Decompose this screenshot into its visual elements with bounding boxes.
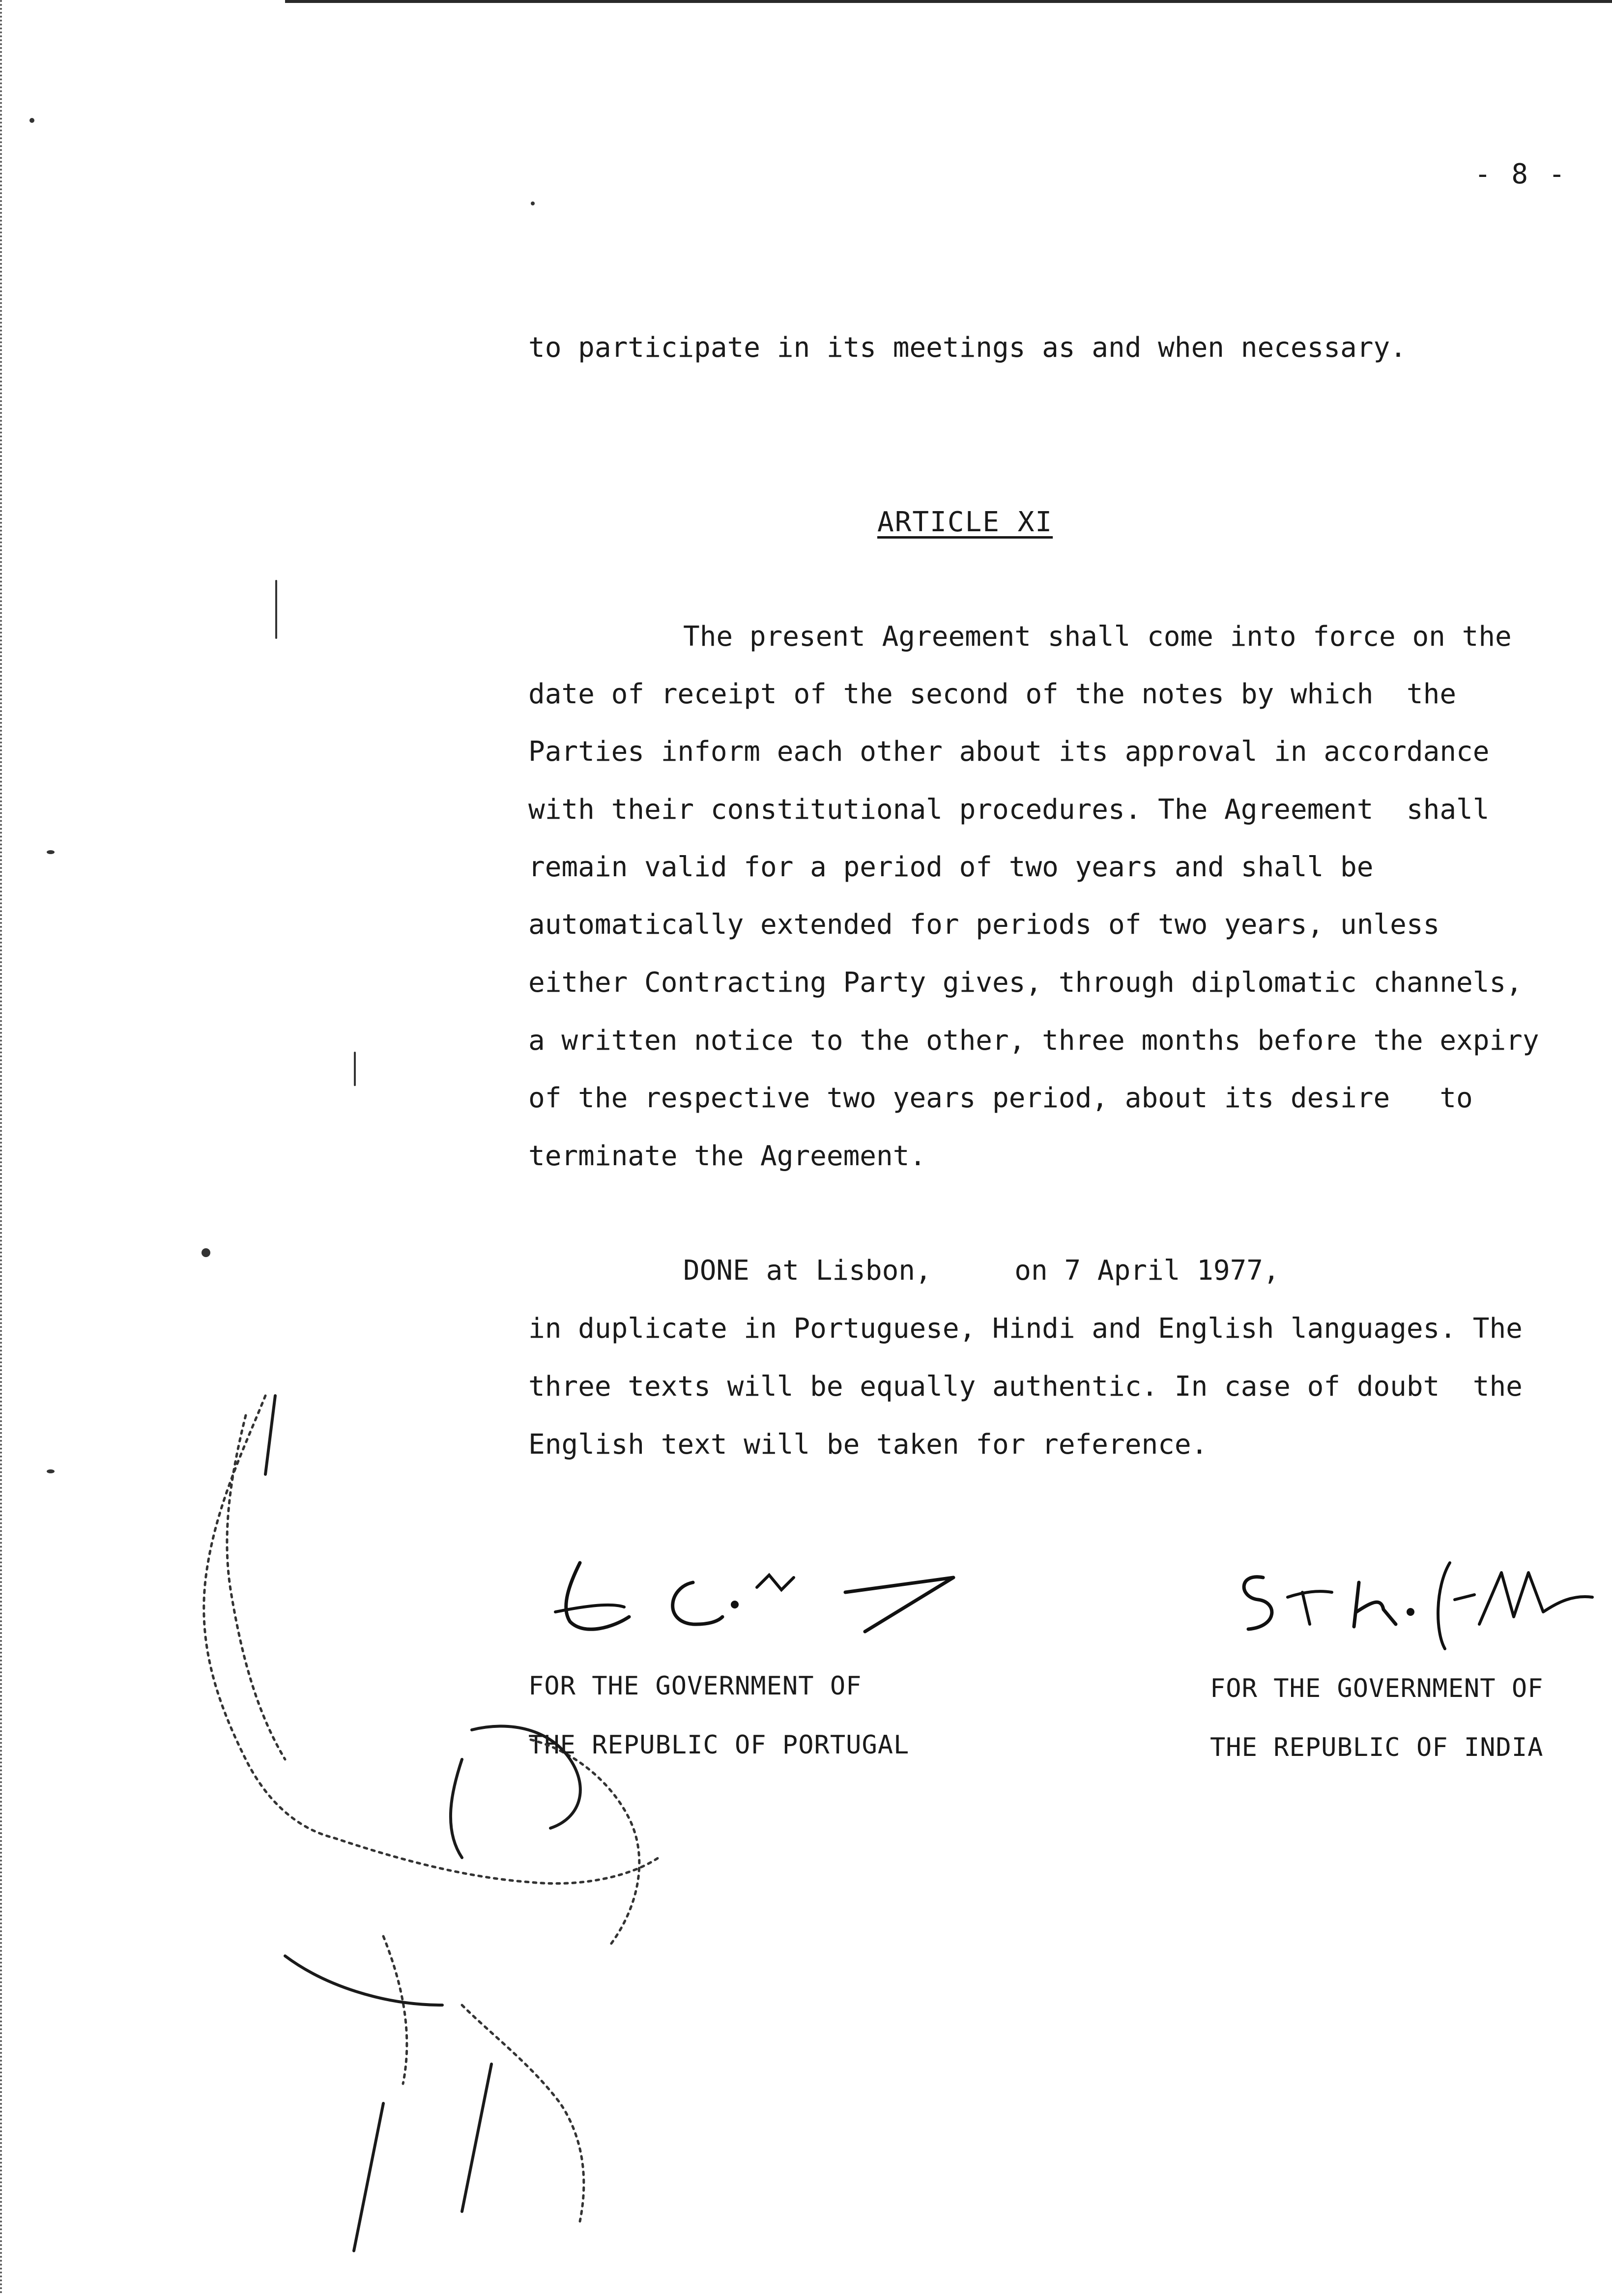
article-heading: ARTICLE XI — [877, 506, 1053, 538]
embossed-seal — [187, 1386, 924, 2270]
article-line-1: The present Agreement shall come into force on the — [683, 621, 1512, 653]
done-line-2: in duplicate in Portuguese, Hindi and English languages. The — [528, 1313, 1523, 1345]
scan-speck — [531, 201, 535, 205]
india-signatory-line-2: THE REPUBLIC OF INDIA — [1210, 1733, 1544, 1762]
top-border-line — [285, 0, 1612, 8]
done-line-4: English text will be taken for reference. — [528, 1429, 1208, 1461]
article-line-6: automatically extended for periods of two years, unless — [528, 909, 1440, 941]
article-line-10: terminate the Agreement. — [528, 1140, 926, 1172]
article-line-5: remain valid for a period of two years and shall be — [528, 851, 1374, 883]
article-line-3: Parties inform each other about its approval in accordance — [528, 736, 1490, 768]
portugal-signatory-line-1: FOR THE GOVERNMENT OF — [528, 1671, 862, 1701]
article-line-2: date of receipt of the second of the notes by which the — [528, 678, 1457, 710]
scan-speck — [47, 850, 55, 854]
page-number: - 8 - — [1474, 158, 1567, 190]
scan-speck — [202, 1248, 210, 1257]
scan-speck — [275, 580, 277, 639]
article-line-4: with their constitutional procedures. The Agreement shall — [528, 794, 1490, 826]
scan-speck — [29, 118, 34, 123]
article-line-8: a written notice to the other, three months before the expiry — [528, 1025, 1539, 1057]
india-signature — [1219, 1543, 1612, 1651]
scan-speck — [47, 1469, 55, 1473]
portugal-signatory-line-2: THE REPUBLIC OF PORTUGAL — [528, 1730, 910, 1760]
continuation-line: to participate in its meetings as and when necessary. — [528, 332, 1407, 364]
done-line-1: DONE at Lisbon, on 7 April 1977, — [683, 1255, 1280, 1287]
article-line-9: of the respective two years period, about its desire to — [528, 1082, 1473, 1114]
article-line-7: either Contracting Party gives, through diplomatic channels, — [528, 967, 1523, 999]
scan-speck — [354, 1052, 356, 1086]
done-line-3: three texts will be equally authentic. In case of doubt the — [528, 1371, 1523, 1403]
india-signatory-line-1: FOR THE GOVERNMENT OF — [1210, 1674, 1544, 1703]
left-margin-edge — [0, 0, 7, 2296]
